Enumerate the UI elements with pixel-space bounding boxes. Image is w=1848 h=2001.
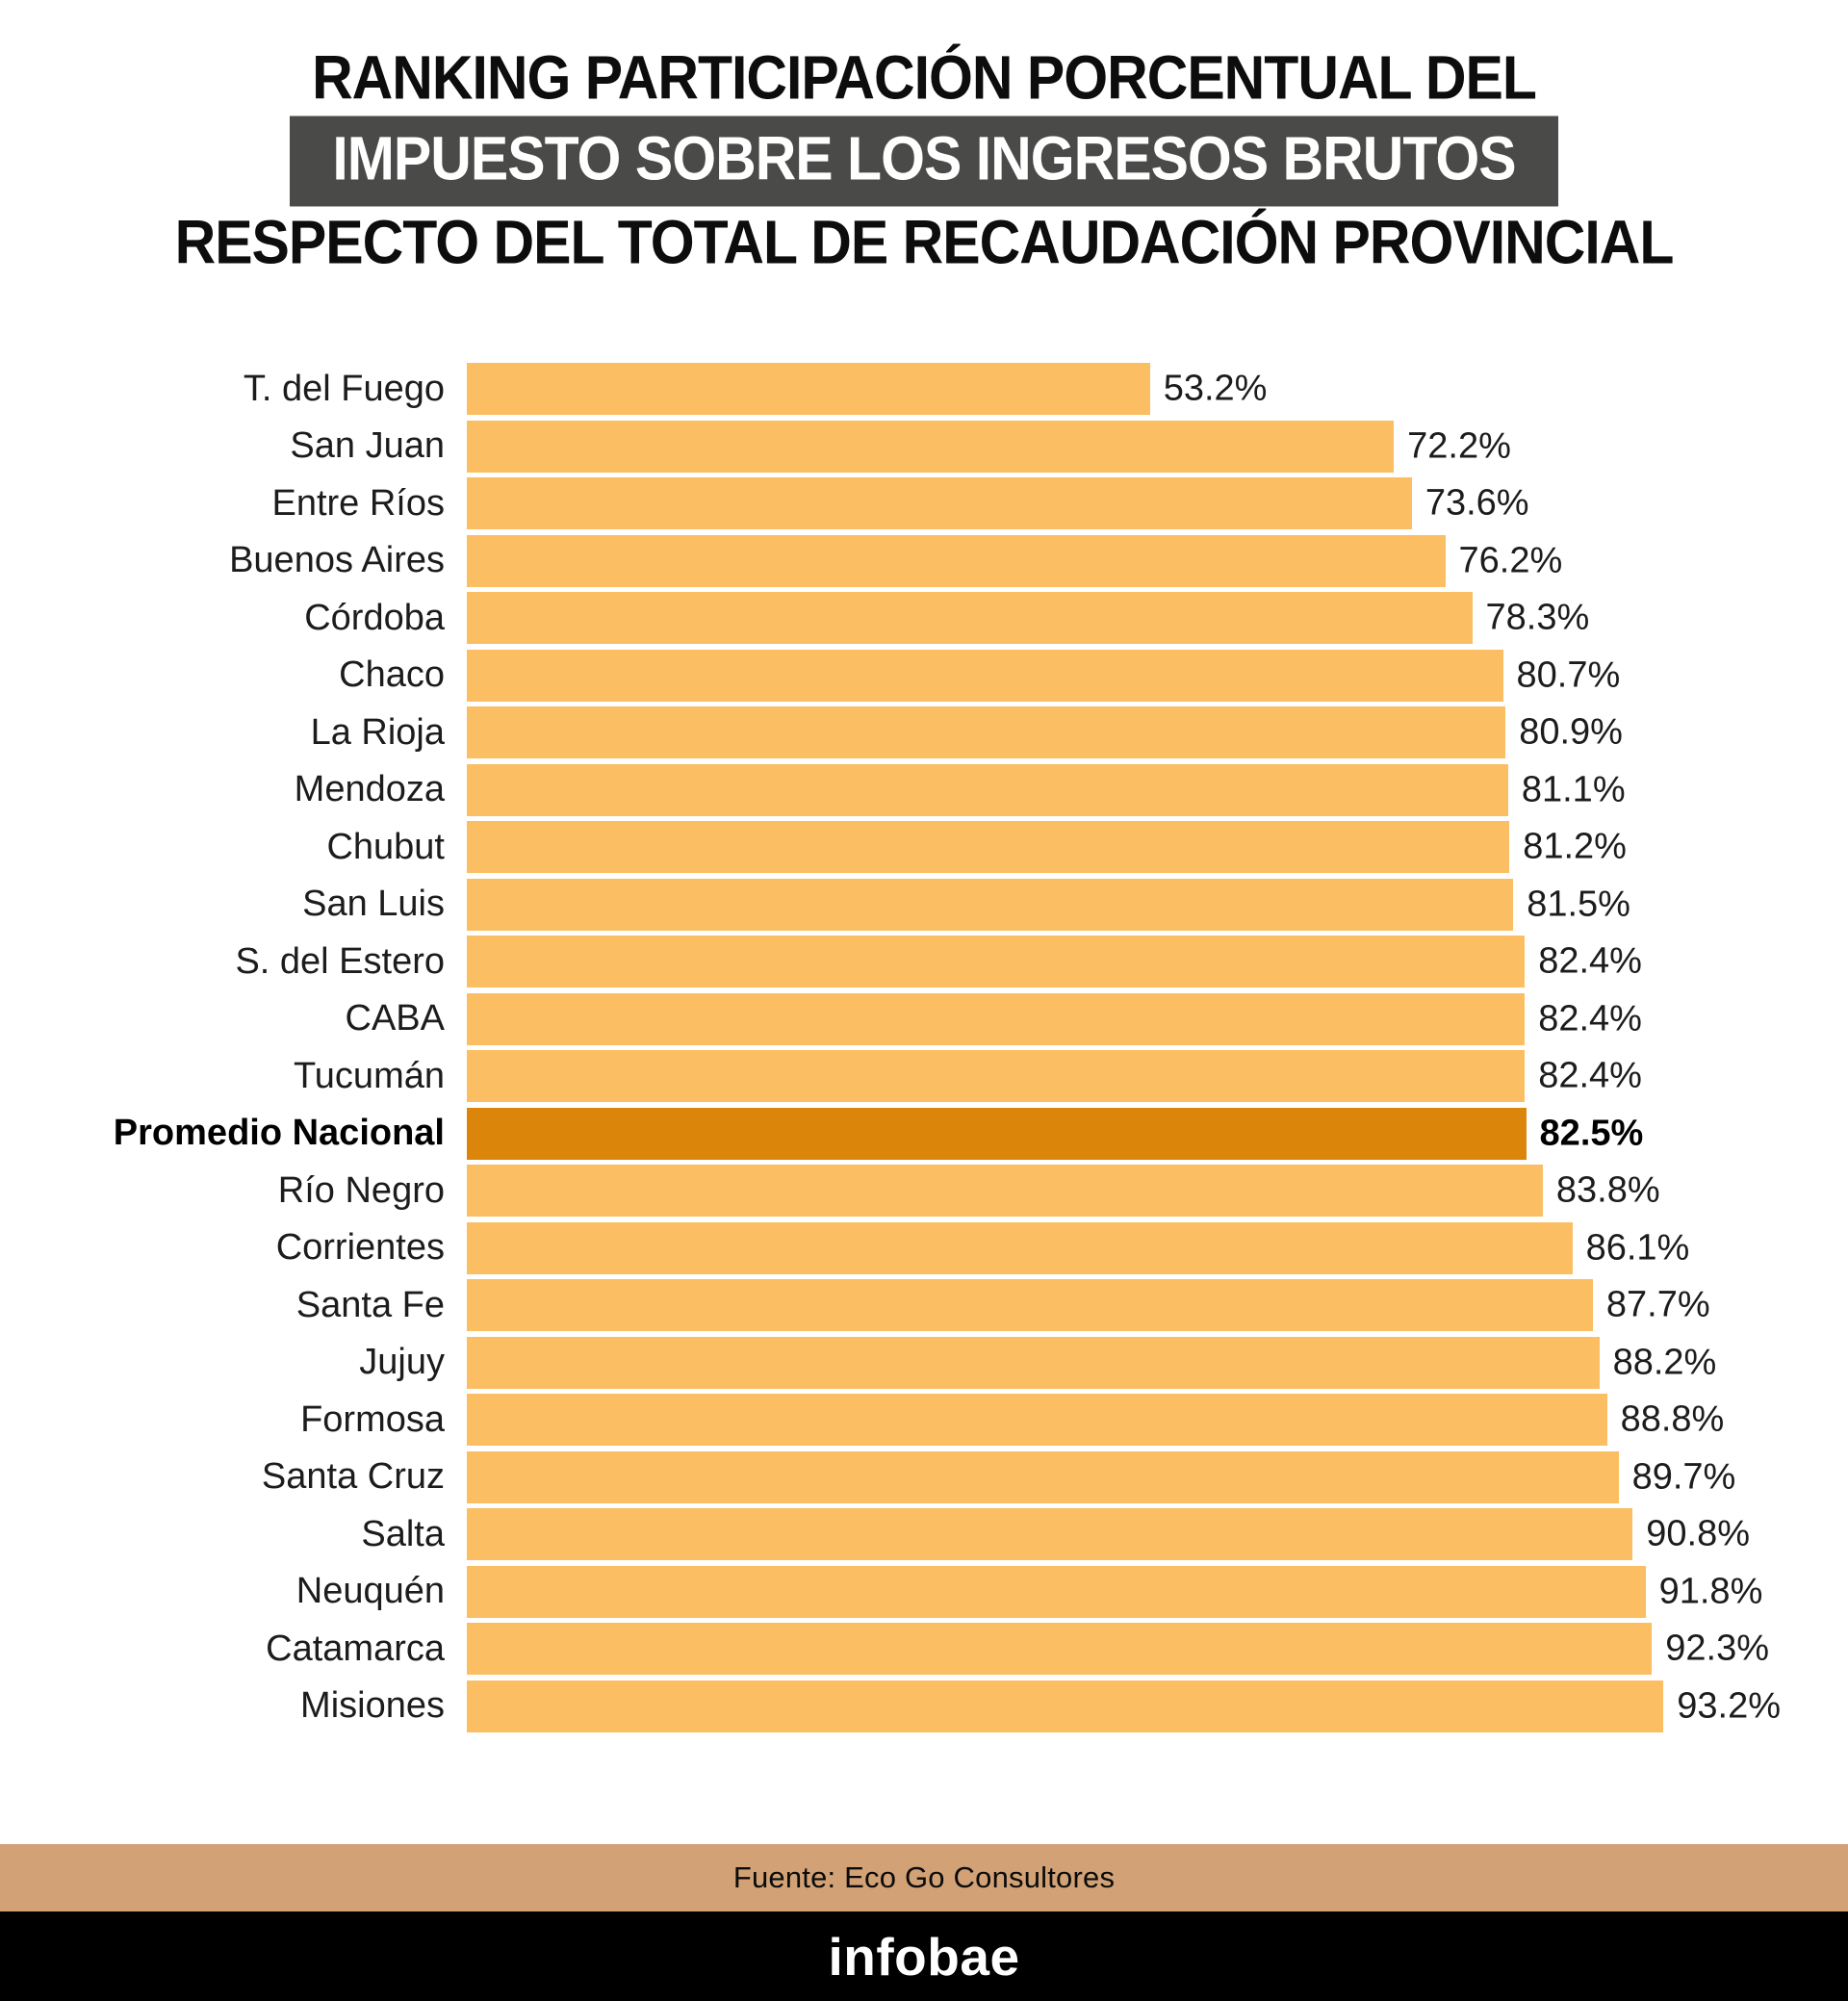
bar-track (467, 879, 1751, 931)
category-label: Chubut (326, 826, 445, 867)
value-label: 80.9% (1519, 711, 1623, 753)
bar (467, 1222, 1573, 1274)
chart-row (0, 1219, 1848, 1277)
category-label: Buenos Aires (229, 540, 445, 581)
chart-row (0, 1334, 1848, 1392)
category-label: La Rioja (310, 711, 445, 753)
page-title-line3: RESPECTO DEL TOTAL DE RECAUDACIÓN PROVINCIAL (174, 208, 1674, 277)
bar (467, 1623, 1652, 1675)
value-label: 90.8% (1646, 1513, 1751, 1554)
chart-row (0, 1620, 1848, 1678)
bar-track (467, 1680, 1782, 1732)
title-banner-wrap (0, 110, 1848, 213)
bar-track (467, 1108, 1751, 1160)
value-label: 86.1% (1585, 1227, 1690, 1269)
bar-track (467, 936, 1751, 988)
chart-row (0, 1047, 1848, 1105)
chart-row (0, 1162, 1848, 1219)
bar (467, 821, 1509, 873)
bar (467, 993, 1525, 1045)
category-label: S. del Estero (235, 940, 445, 982)
chart-row (0, 1276, 1848, 1334)
value-label: 78.3% (1485, 597, 1590, 638)
bar (467, 936, 1525, 988)
value-label: 88.2% (1612, 1342, 1717, 1383)
category-label: Promedio Nacional (113, 1113, 445, 1154)
category-label: Salta (361, 1513, 445, 1554)
category-label: Santa Fe (295, 1284, 445, 1325)
value-label: 83.8% (1555, 1169, 1660, 1211)
title-banner: IMPUESTO SOBRE LOS INGRESOS BRUTOS (290, 115, 1557, 206)
bar (467, 535, 1446, 587)
category-label: Jujuy (359, 1342, 445, 1383)
bar-track (467, 1623, 1770, 1675)
chart-header (0, 0, 1848, 277)
value-label: 82.5% (1539, 1113, 1644, 1154)
chart-row (0, 360, 1848, 418)
chart-row (0, 589, 1848, 647)
category-label: Formosa (300, 1398, 445, 1440)
bar (467, 1394, 1607, 1446)
bar (467, 363, 1150, 415)
bar-track (467, 535, 1751, 587)
value-label: 53.2% (1163, 368, 1268, 409)
value-label: 82.4% (1538, 998, 1642, 1039)
bar-track (467, 764, 1751, 816)
category-label: Neuquén (295, 1571, 445, 1612)
value-label: 81.2% (1523, 826, 1627, 867)
value-label: 91.8% (1658, 1571, 1763, 1612)
value-label: 92.3% (1665, 1628, 1770, 1669)
value-label: 89.7% (1631, 1456, 1736, 1498)
logo-band (0, 1911, 1848, 2001)
value-label: 82.4% (1538, 1055, 1642, 1096)
chart-rows (0, 360, 1848, 1734)
chart-footer (0, 1844, 1848, 2001)
chart-row (0, 1105, 1848, 1163)
bar (467, 1680, 1663, 1732)
chart-row (0, 818, 1848, 876)
bar-track (467, 1165, 1751, 1217)
category-label: Tucumán (294, 1055, 445, 1096)
bar-track (467, 1451, 1751, 1503)
bar-track (467, 1337, 1751, 1389)
chart-row (0, 876, 1848, 934)
chart-row (0, 1505, 1848, 1563)
category-label: San Juan (290, 425, 445, 467)
bar-chart (0, 360, 1848, 1734)
value-label: 73.6% (1424, 482, 1529, 524)
value-label: 88.8% (1620, 1398, 1725, 1440)
category-label: Entre Ríos (271, 482, 445, 524)
bar-track (467, 1222, 1751, 1274)
category-label: Misiones (300, 1685, 445, 1727)
bar-track (467, 1566, 1763, 1618)
bar (467, 764, 1508, 816)
source-band (0, 1844, 1848, 1911)
chart-row (0, 990, 1848, 1048)
infobae-logo: infobae (828, 1926, 1020, 1987)
value-label: 80.7% (1516, 654, 1621, 696)
chart-row (0, 761, 1848, 819)
category-label: Santa Cruz (261, 1456, 445, 1498)
bar-track (467, 363, 1751, 415)
bar-track (467, 1394, 1751, 1446)
bar (467, 1566, 1646, 1618)
category-label: Río Negro (277, 1169, 445, 1211)
value-label: 87.7% (1605, 1284, 1710, 1325)
bar (467, 650, 1503, 702)
bar (467, 1337, 1600, 1389)
chart-row (0, 1563, 1848, 1621)
bar-track (467, 477, 1751, 529)
bar-track (467, 1279, 1751, 1331)
bar (467, 1050, 1525, 1102)
value-label: 76.2% (1458, 540, 1563, 581)
category-label: Mendoza (294, 769, 445, 810)
category-label: Catamarca (266, 1628, 445, 1669)
chart-row (0, 475, 1848, 532)
category-label: CABA (345, 998, 445, 1039)
chart-row (0, 418, 1848, 475)
bar-track (467, 993, 1751, 1045)
whitespace-spacer (0, 1734, 1848, 1844)
category-label: Córdoba (304, 597, 445, 638)
chart-row (0, 1449, 1848, 1506)
bar (467, 1508, 1632, 1560)
bar-track (467, 650, 1751, 702)
bar (467, 1279, 1593, 1331)
bar (467, 592, 1473, 644)
value-label: 81.1% (1521, 769, 1626, 810)
value-label: 82.4% (1538, 940, 1642, 982)
chart-row (0, 1391, 1848, 1449)
bar (467, 706, 1505, 758)
chart-row (0, 933, 1848, 990)
value-label: 93.2% (1677, 1685, 1782, 1727)
chart-row (0, 704, 1848, 761)
bar-track (467, 706, 1751, 758)
bar-track (467, 592, 1751, 644)
bar-track (467, 1050, 1751, 1102)
bar (467, 1108, 1527, 1160)
category-label: Chaco (339, 654, 445, 696)
bar-track (467, 821, 1751, 873)
chart-row (0, 1678, 1848, 1735)
category-label: San Luis (302, 884, 445, 925)
bar (467, 421, 1394, 473)
category-label: Corrientes (275, 1227, 445, 1269)
page-title-line1: RANKING PARTICIPACIÓN PORCENTUAL DEL (312, 43, 1536, 113)
chart-row (0, 532, 1848, 590)
bar (467, 1165, 1543, 1217)
bar (467, 1451, 1619, 1503)
source-text: Fuente: Eco Go Consultores (732, 1860, 1116, 1894)
value-label: 81.5% (1527, 884, 1630, 925)
bar (467, 879, 1513, 931)
value-label: 72.2% (1407, 425, 1511, 467)
chart-row (0, 647, 1848, 705)
bar-track (467, 421, 1751, 473)
category-label: T. del Fuego (243, 368, 445, 409)
bar-track (467, 1508, 1751, 1560)
bar (467, 477, 1412, 529)
